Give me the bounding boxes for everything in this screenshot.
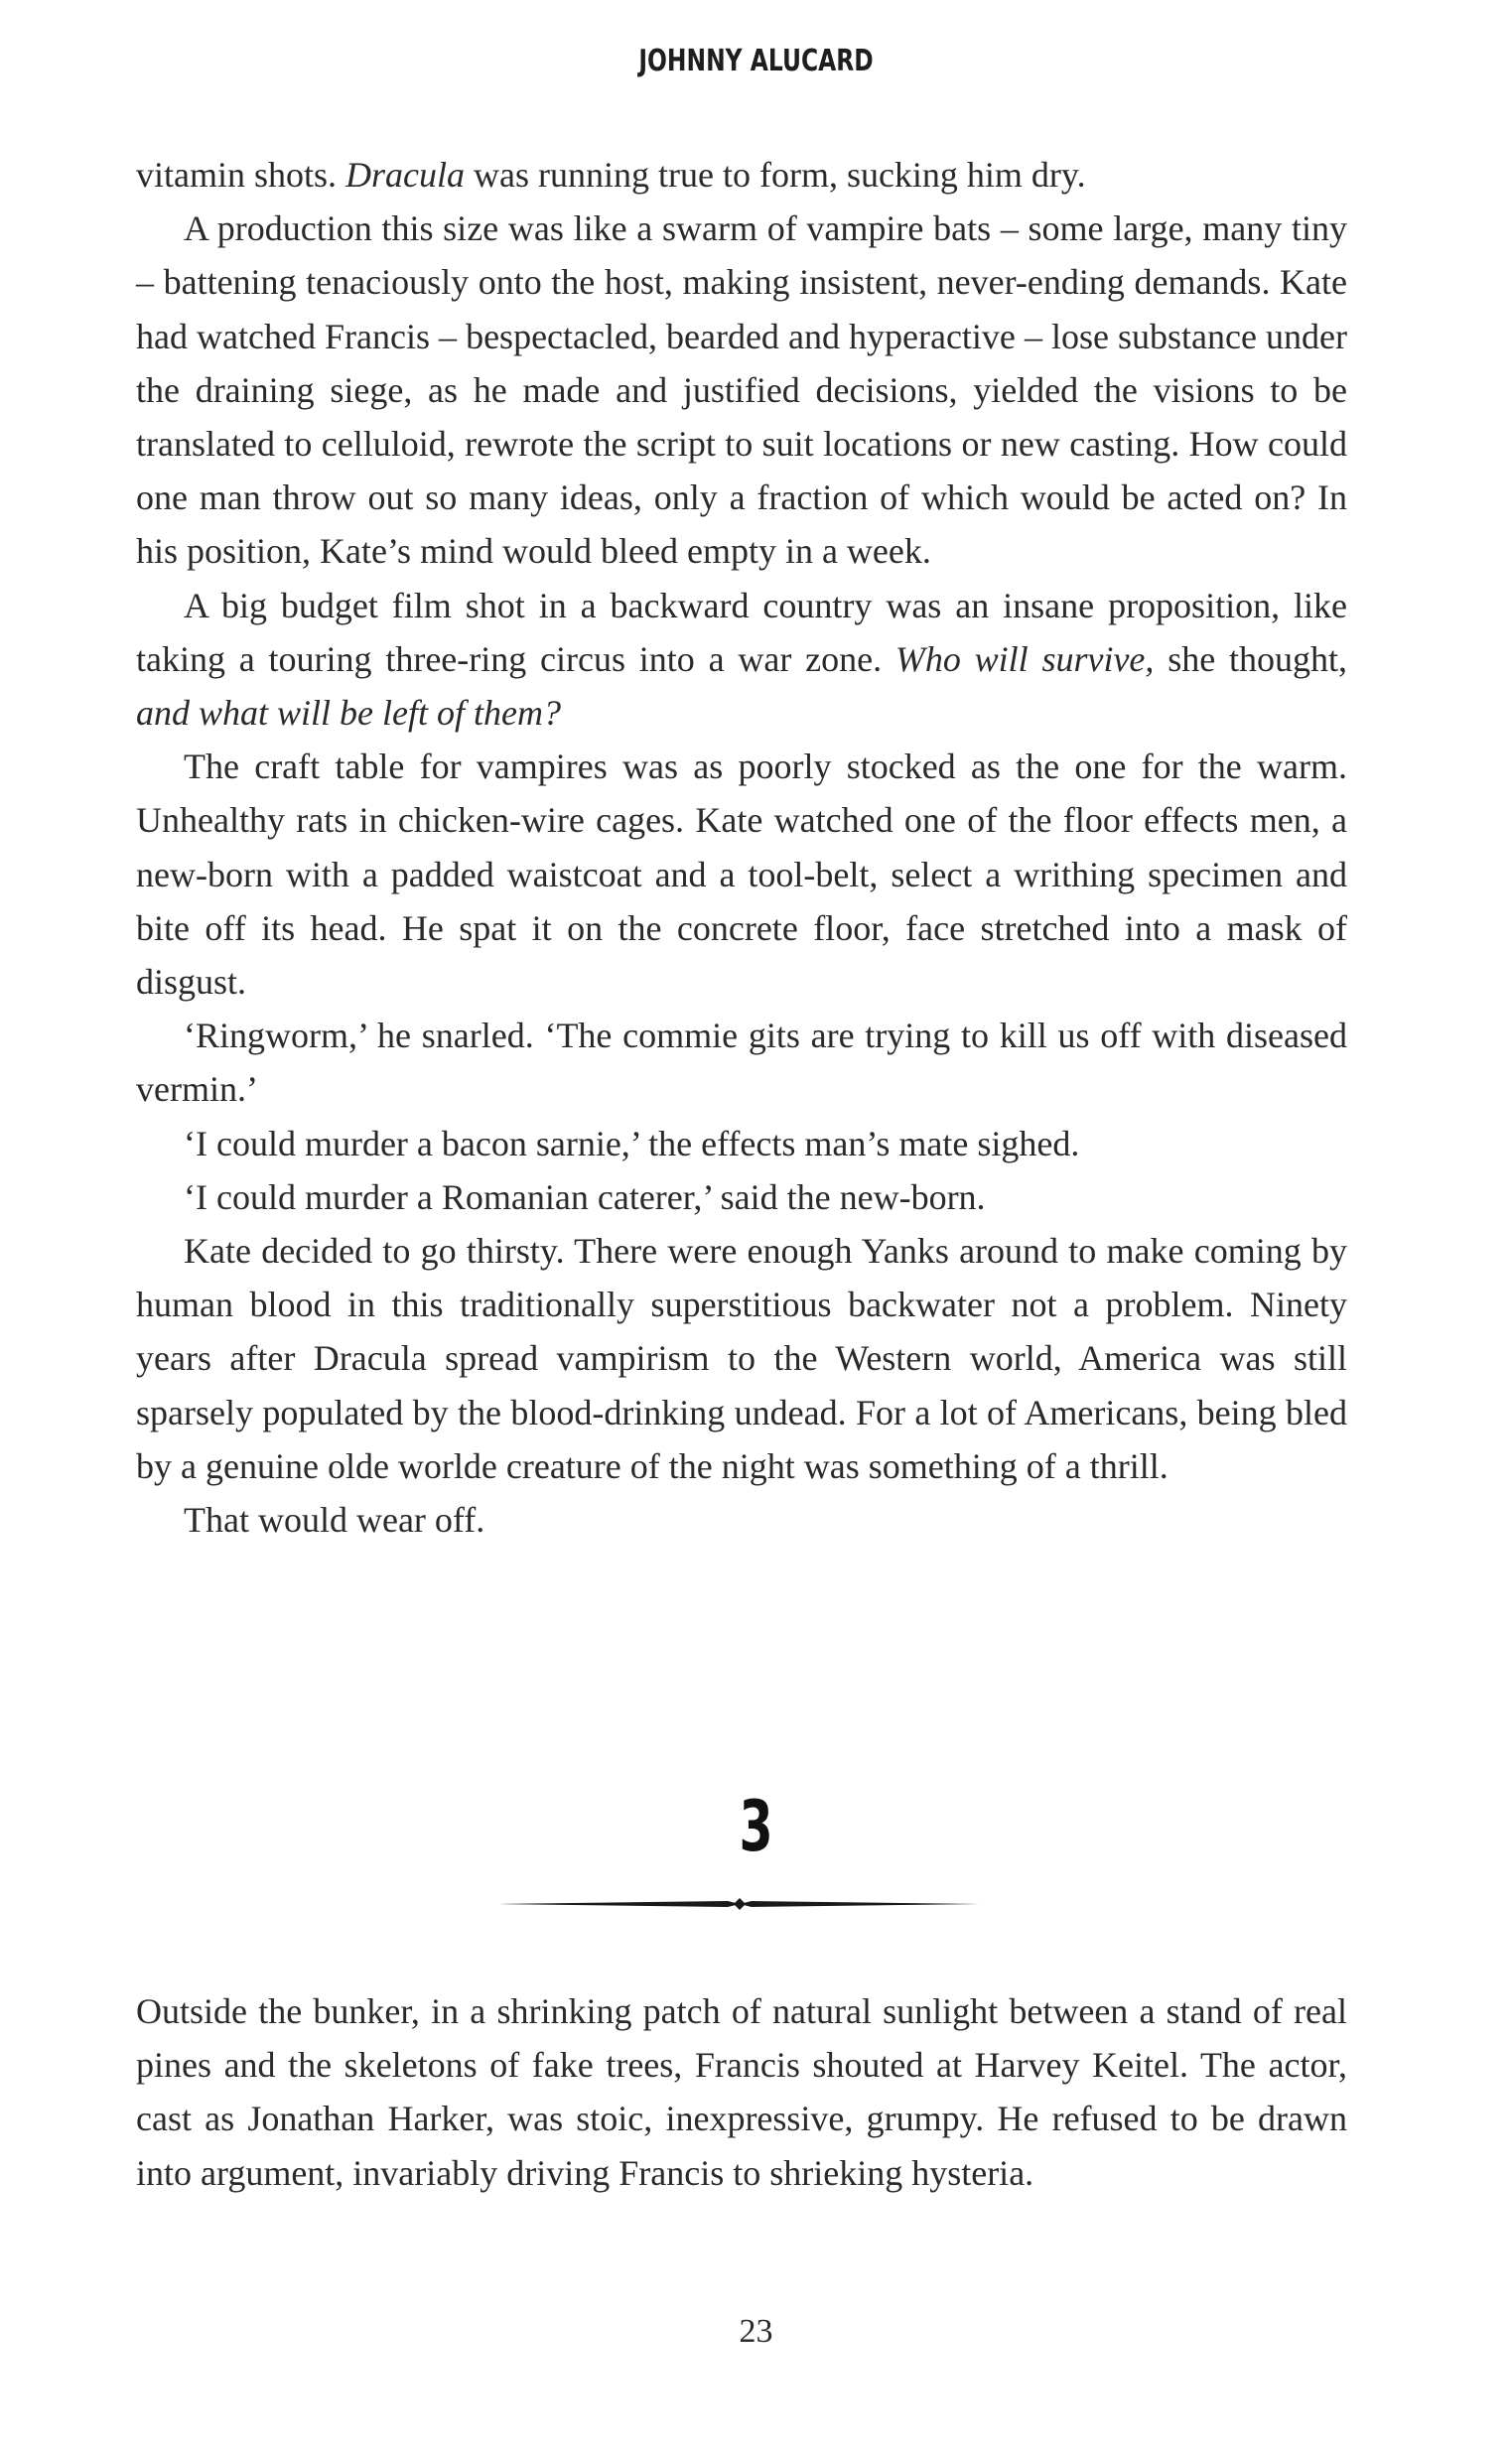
paragraph: ‘I could murder a Romanian caterer,’ said the new-born. (184, 1176, 986, 1217)
paragraph: A big budget film shot in a backward country was an insane proposition, like taking a touring three-ring circus into a war zone. Who will survive, she thought, and what will be left of them? (136, 585, 1347, 734)
paragraph: That would wear off. (184, 1500, 485, 1541)
paragraph: The craft table for vampires was as poorly stocked as the one for the warm. Unhealthy rats in chicken-wire cages. Kate watched one of the floor effects men, a new-born with a padded waistcoat and a tool-belt, select a writhing specimen and bite off its head. He spat it on the concrete floor, face stretched into a mask of disgust. (136, 747, 1347, 1003)
paragraph: ‘I could murder a bacon sarnie,’ the effects man’s mate sighed. (184, 1123, 1080, 1163)
chapter-number: 3 (739, 1786, 773, 1867)
body-text-section-2 (136, 1984, 1347, 2200)
title-italic: Dracula (345, 155, 466, 195)
paragraph: Outside the bunker, in a shrinking patch of natural sunlight between a stand of real pines and the skeletons of fake trees, Francis shouted at Harvey Keitel. The actor, cast as Jonathan Harker, was stoic, inexpressive, grumpy. He refused to be drawn into argument, invariably driving Francis to shrieking hysteria. (136, 1991, 1347, 2193)
paragraph: A production this size was like a swarm of vampire bats – some large, many tiny – battening tenaciously onto the host, making insistent, never-ending demands. Kate had watched Francis – bespectacled, bearded and hyperactive – lose substance under the draining siege, as he made and justified decisions, yielded the visions to be translated to celluloid, rewrote the script to suit locations or new casting. How could one man throw out so many ideas, only a fraction of which would be acted on? In his position, Kate’s mind would bleed empty in a week. (136, 208, 1347, 572)
paragraph: ‘Ringworm,’ he snarled. ‘The commie gits are trying to kill us off with diseased vermin.’ (136, 1016, 1347, 1110)
page-number: 23 (739, 2313, 773, 2350)
section-divider-ornament (499, 1894, 980, 1914)
paragraph: vitamin shots. Dracula was running true to form, sucking him dry. (136, 155, 1086, 195)
running-head: JOHNNY ALUCARD (638, 44, 874, 78)
paragraph: Kate decided to go thirsty. There were enough Yanks around to make coming by human blood in this traditionally superstitious backwater not a problem. Ninety years after Dracula spread vampirism to the Western world, America was still sparsely populated by the blood-drinking undead. For a lot of Americans, being bled by a genuine olde worlde creature of the night was something of a thrill. (136, 1231, 1347, 1486)
body-text-section-1 (136, 148, 1347, 1547)
italic-thought-1: Who will survive, (894, 638, 1155, 679)
italic-thought-2: and what will be left of them? (136, 693, 561, 734)
